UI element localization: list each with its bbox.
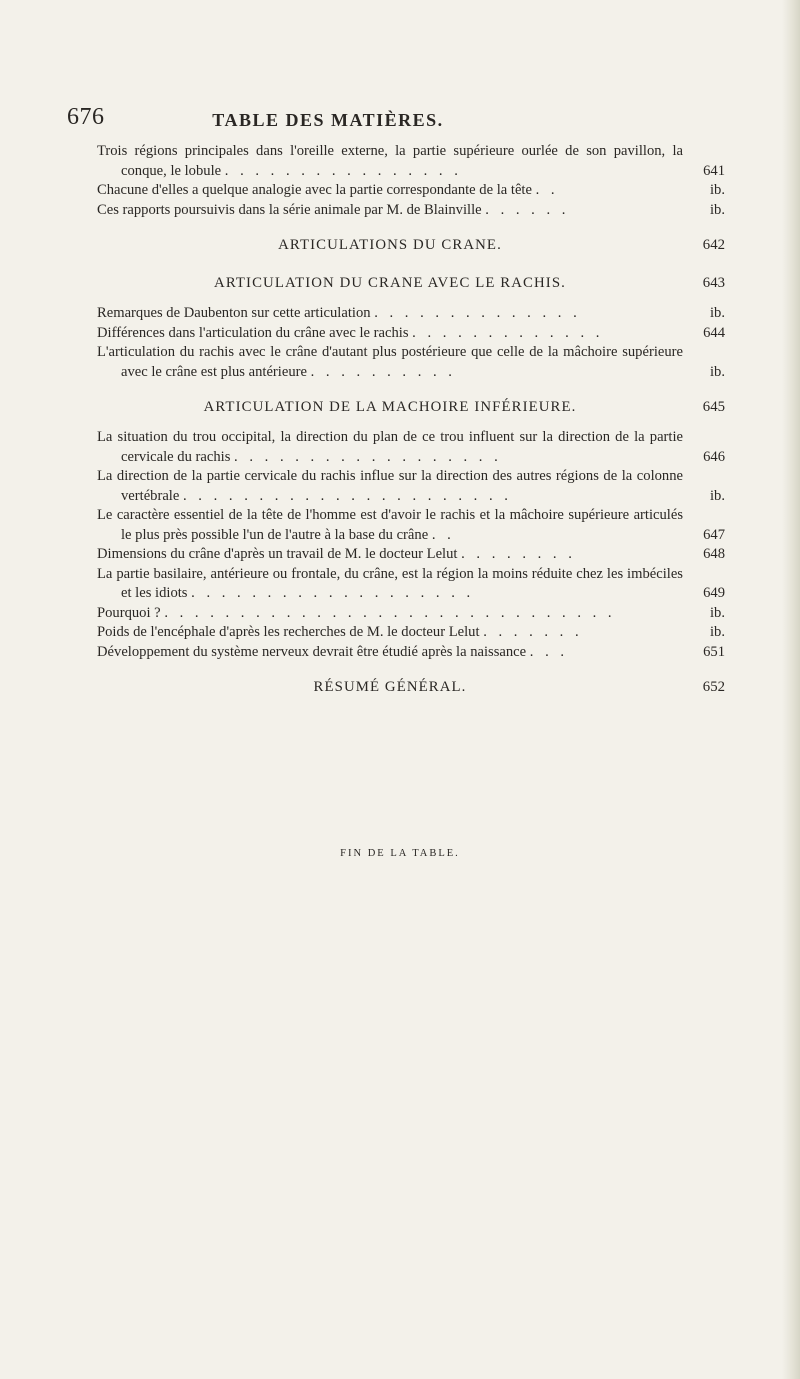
section-heading: RÉSUMÉ GÉNÉRAL. 652	[97, 668, 725, 706]
toc-entry: Pourquoi ? . . . . . . . . . . . . . . . . . . . . . . . . . . . . . . ib.	[97, 604, 725, 624]
page-ref: 649	[703, 585, 725, 601]
toc-entry: La direction de la partie cervicale du rachis influe sur la direction des autres régions de la colonne vertébrale . . . . . . . . . . . . . . . . . . . . . . ib.	[97, 467, 725, 506]
page-ref: 652	[702, 679, 725, 695]
page-ref: 642	[702, 237, 725, 253]
section-heading: ARTICULATION DE LA MACHOIRE INFÉRIEURE. 645	[97, 388, 725, 426]
toc-entry: Ces rapports poursuivis dans la série animale par M. de Blainville . . . . . . ib.	[97, 201, 725, 221]
running-head	[67, 104, 707, 134]
section-heading: ARTICULATIONS DU CRANE. 642	[97, 226, 725, 264]
page-ref: ib.	[710, 305, 725, 321]
toc-entry: Développement du système nerveux devrait être étudié après la naissance . . . 651	[97, 643, 725, 663]
page-ref: ib.	[710, 363, 725, 380]
table-of-contents	[97, 142, 725, 706]
page-ref: 648	[703, 546, 725, 562]
page-ref: ib.	[710, 624, 725, 640]
toc-entry: La situation du trou occipital, la direction du plan de ce trou influent sur la direction de la partie cervicale du rachis . . . . . . . . . . . . . . . . . . 646	[97, 428, 725, 467]
page-number: 676	[67, 104, 105, 130]
toc-entry: Remarques de Daubenton sur cette articulation . . . . . . . . . . . . . . ib.	[97, 304, 725, 324]
page-ref: 645	[702, 399, 725, 415]
page-ref: ib.	[710, 604, 725, 621]
page-edge	[782, 0, 800, 1379]
page-ref: 651	[703, 643, 725, 660]
section-heading: ARTICULATION DU CRANE AVEC LE RACHIS. 643	[97, 264, 725, 302]
running-title: TABLE DES MATIÈRES.	[212, 110, 444, 130]
page-ref: 647	[703, 526, 725, 543]
page-ref: ib.	[710, 182, 725, 198]
toc-entry: Différences dans l'articulation du crâne avec le rachis . . . . . . . . . . . . . 644	[97, 324, 725, 344]
toc-entry: Chacune d'elles a quelque analogie avec la partie correspondante de la tête . . ib.	[97, 181, 725, 201]
toc-entry: Trois régions principales dans l'oreille externe, la partie supérieure ourlée de son pavillon, la conque, le lobule . . . . . . . . . . . . . . . . 641	[97, 142, 725, 181]
toc-entry: Dimensions du crâne d'après un travail de M. le docteur Lelut . . . . . . . . 648	[97, 545, 725, 565]
page-ref: 644	[703, 324, 725, 341]
page-ref: 643	[702, 275, 725, 291]
toc-entry: Poids de l'encéphale d'après les recherches de M. le docteur Lelut . . . . . . . ib.	[97, 623, 725, 643]
page-ref: ib.	[710, 487, 725, 504]
toc-entry: Le caractère essentiel de la tête de l'homme est d'avoir le rachis et la mâchoire supérieure articulés le plus près possible l'un de l'autre à la base du crâne . . 647	[97, 506, 725, 545]
toc-entry: L'articulation du rachis avec le crâne d'autant plus postérieure que celle de la mâchoire supérieure avec le crâne est plus antérieure . . . . . . . . . . ib.	[97, 343, 725, 382]
end-of-table-note: FIN DE LA TABLE.	[340, 848, 460, 859]
page-ref: 641	[703, 162, 725, 179]
page-ref: 646	[703, 448, 725, 465]
page-ref: ib.	[710, 201, 725, 218]
toc-entry: La partie basilaire, antérieure ou frontale, du crâne, est la région la moins réduite chez les imbéciles et les idiots . . . . . . . . . . . . . . . . . . . 649	[97, 565, 725, 604]
